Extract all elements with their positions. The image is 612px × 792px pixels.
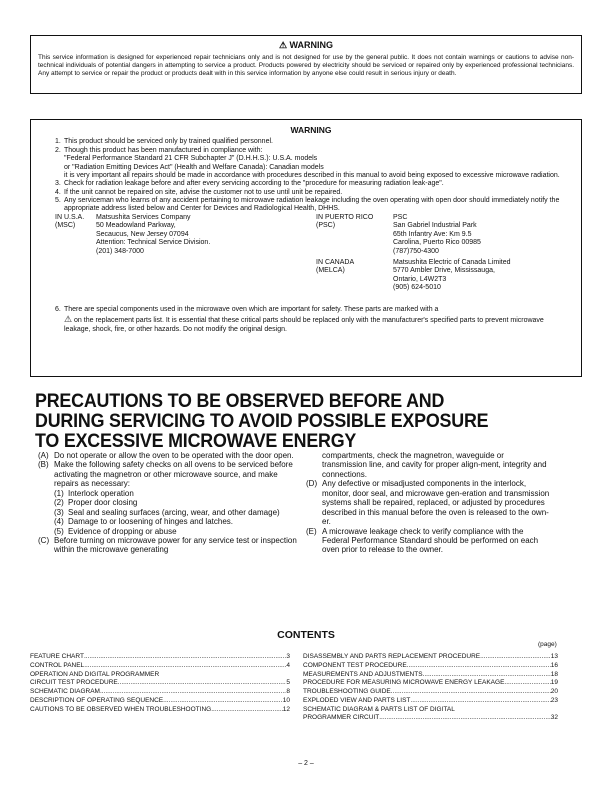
precaution-c: (C) Before turning on microwave power for any service test or inspection within the microwave generating xyxy=(38,535,297,555)
usa-address-line: Attention: Technical Service Division. xyxy=(96,239,211,247)
canada-address-line: 5770 Ambler Drive, Mississauga, xyxy=(393,267,495,275)
usa-label: IN U.S.A. xyxy=(55,213,85,221)
general-warning-box xyxy=(30,35,582,94)
usa-address-line: Matsushita Services Company xyxy=(96,213,191,221)
safety-check-item: (2) Proper door closing xyxy=(54,498,138,508)
toc-entry[interactable]: DESCRIPTION OF OPERATING SEQUENCE ..... 10 xyxy=(30,697,290,706)
toc-entry[interactable]: PROCEDURE FOR MEASURING MICROWAVE ENERGY LEAKAGE ..... 19 xyxy=(303,679,558,688)
toc-entry[interactable]: COMPONENT TEST PROCEDURE ..... 16 xyxy=(303,662,558,671)
precaution-e: (E) A microwave leakage check to verify compliance with the Federal Performance Standard should be performed on each oven prior to release to the owner. xyxy=(306,526,539,555)
canada-address-line: (905) 624-5010 xyxy=(393,284,441,292)
safety-check-item: (5) Evidence of dropping or abuse xyxy=(54,526,177,536)
usa-address-line: (201) 348-7000 xyxy=(96,247,144,255)
service-warning-box xyxy=(30,119,582,377)
toc-entry[interactable]: CONTROL PANEL ..... 4 xyxy=(30,662,290,671)
canada-address-line: Matsushita Electric of Canada Limited xyxy=(393,258,511,266)
compliance-line: "Federal Performance Standard 21 CFR Subchapter J" (D.H.H.S.): U.S.A. models xyxy=(64,155,318,163)
puerto-rico-address-line: 65th Infantry Ave: Km 9.5 xyxy=(393,230,472,238)
general-warning-title: ⚠ WARNING xyxy=(278,40,334,50)
usa-label: (MSC) xyxy=(55,222,76,230)
precautions-left-column xyxy=(38,451,300,555)
contents-title: CONTENTS xyxy=(277,629,335,641)
warning-item-6: 6. There are special components used in the microwave oven which are important for safety. These parts are marked with a xyxy=(55,305,439,313)
toc-entry[interactable]: OPERATION AND DIGITAL PROGRAMMER xyxy=(30,670,160,678)
compliance-line: it is very important all repairs should be made in accordance with procedures described in this manual to avoid being exposed to excessive microwave radiation. xyxy=(64,171,560,179)
warning-item-6-continued: ⚠ on the replacement parts list. It is essential that these critical parts should be replaced only with the manufacturer's specified parts to prevent microwave leakage, shock, fire, or other hazards. Do not modify the original design. xyxy=(64,314,544,333)
contents-left-list xyxy=(30,653,290,714)
canada-label: IN CANADA xyxy=(316,258,355,266)
service-warning-title: WARNING xyxy=(290,125,332,135)
safety-check-item: (3) Seal and sealing surfaces (arcing, wear, and other damage) xyxy=(54,507,280,517)
puerto-rico-address-line: Carolina, Puerto Rico 00985 xyxy=(393,239,481,247)
usa-address-line: Secaucus, New Jersey 07094 xyxy=(96,230,189,238)
toc-entry[interactable]: MEASUREMENTS AND ADJUSTMENTS ..... 18 xyxy=(303,671,558,680)
contents-right-list xyxy=(303,653,558,723)
safety-check-item: (1) Interlock operation xyxy=(54,488,134,498)
toc-entry[interactable]: CIRCUIT TEST PROCEDURE ..... 5 xyxy=(30,679,290,688)
warning-item-1: 1. This product should be serviced only by trained qualified personnel. xyxy=(55,138,273,146)
precaution-c-continued: compartments, check the magnetron, waveguide or transmission line, and cavity for proper align-ment, integrity and connections. xyxy=(322,451,547,479)
canada-label: (MELCA) xyxy=(316,267,345,275)
canada-address-line: Ontario, L4W2T3 xyxy=(393,275,447,283)
precaution-d: (D) Any defective or misadjusted components in the interlock, monitor, door seal, and microwave gen-eration and transmission systems shall be repaired, replaced, or adjusted by procedures described in this manual before the oven is released to the own-er. xyxy=(306,479,550,527)
general-warning-text: This service information is designed for experienced repair technicians only and is not designed for use by the general public. It does not contain warnings or cautions to advise non-technical individuals of potential dangers in attempting to service a product. Products powered by electricity should be serviced or repaired only by experienced professional technicians. Any attempt to service or repair the product or products dealt with in this service information by anyone else could result in serious injury or death. xyxy=(38,53,574,77)
usa-address-line: 50 Meadowland Parkway, xyxy=(96,222,176,230)
warning-item-4: 4. If the unit cannot be repaired on site, advise the customer not to use until unit be repaired. xyxy=(55,188,343,196)
toc-entry[interactable]: SCHEMATIC DIAGRAM & PARTS LIST OF DIGITAL xyxy=(303,705,455,713)
toc-entry[interactable]: DISASSEMBLY AND PARTS REPLACEMENT PROCEDURE ..... 13 xyxy=(303,653,558,662)
warning-item-2: 2. Though this product has been manufactured in compliance with: xyxy=(55,146,263,154)
puerto-rico-address-line: (787)750-4300 xyxy=(393,247,439,255)
toc-entry[interactable]: CAUTIONS TO BE OBSERVED WHEN TROUBLESHOOTING ..... 12 xyxy=(30,706,290,715)
precaution-a: (A) Do not operate or allow the oven to be operated with the door open. xyxy=(38,451,294,460)
warning-triangle-icon: ⚠ xyxy=(278,40,288,50)
contents-page-label: (page) xyxy=(538,641,557,648)
page-number: – 2 – xyxy=(298,760,314,767)
toc-entry[interactable]: FEATURE CHART ..... 3 xyxy=(30,653,290,662)
precaution-b: (B) Make the following safety checks on all ovens to be serviced before activating the magnetron or other microwave source, and make repairs as necessary: xyxy=(38,460,293,489)
puerto-rico-address-line: San Gabriel Industrial Park xyxy=(393,222,477,230)
safety-check-item: (4) Damage to or loosening of hinges and latches. xyxy=(54,517,233,527)
warning-triangle-icon: ⚠ xyxy=(64,314,73,325)
puerto-rico-address-line: PSC xyxy=(393,213,408,221)
toc-entry[interactable]: EXPLODED VIEW AND PARTS LIST ..... 23 xyxy=(303,697,558,706)
puerto-rico-label: IN PUERTO RICO xyxy=(316,213,374,221)
toc-entry[interactable]: TROUBLESHOOTING GUIDE ..... 20 xyxy=(303,688,558,697)
precautions-right-column xyxy=(306,451,550,555)
precautions-heading: PRECAUTIONS TO BE OBSERVED BEFORE AND DURING SERVICING TO AVOID POSSIBLE EXPOSURE TO EXCESSIVE MICROWAVE ENERGY xyxy=(35,391,489,453)
warning-item-5: 5. Any serviceman who learns of any accident pertaining to microwave radiation leakage including the oven operating with open door should immediately notify the appropriate address listed below and Center for Devices and Radiological Health, DHHS. xyxy=(55,197,560,213)
service-addresses xyxy=(55,214,567,306)
puerto-rico-label: (PSC) xyxy=(316,222,336,230)
compliance-line: or "Radiation Emitting Devices Act" (Health and Welfare Canada): Canadian models xyxy=(64,163,324,171)
toc-entry[interactable]: SCHEMATIC DIAGRAM ..... 8 xyxy=(30,688,290,697)
toc-entry[interactable]: PROGRAMMER CIRCUIT ..... 32 xyxy=(303,714,558,723)
warning-item-3: 3. Check for radiation leakage before and after every servicing according to the "procedure for measuring radiation leak-age". xyxy=(55,180,444,188)
